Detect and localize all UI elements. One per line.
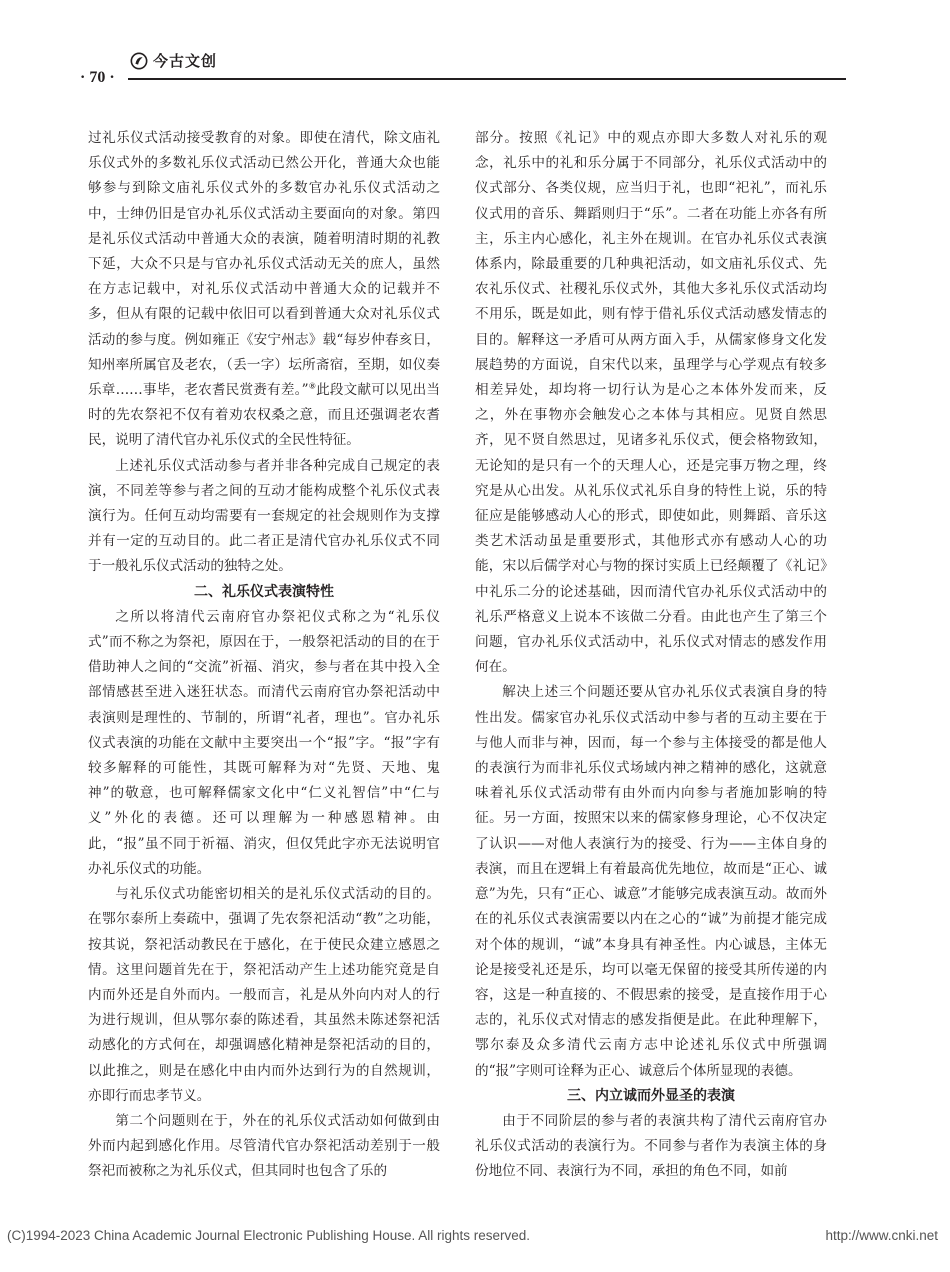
website-link[interactable]: http://www.cnki.net <box>825 1228 938 1243</box>
right-column <box>475 126 827 1185</box>
section-heading: 三、内立诚而外显圣的表演 <box>567 1087 735 1104</box>
paragraph: 之所以将清代云南府官办祭祀仪式称之为“礼乐仪式”而不称之为祭祀，原因在于，一般祭祀活动的目的在于借助神人之间的“交流”祈福、消灾，参与者在其中投入全部情感甚至进入迷狂状态。而清代云南府官办祭祀活动中表演则是理性的、节制的，所谓“礼者，理也”。官办礼乐仪式表演的功能在文献中主要突出一个“报”字。“报”字有较多解释的可能性，其既可解释为对“先贤、天地、鬼神”的敬意，也可解释儒家文化中“仁义礼智信”中“仁与义”外化的表德。还可以理解为一种感恩精神。由此，“报”虽不同于祈福、消灾，但仅凭此字亦无法说明官办礼乐仪式的功能。 <box>88 608 440 877</box>
footnote-marker: ⑧ <box>308 381 317 391</box>
page-header <box>80 50 848 90</box>
paragraph: 部分。按照《礼记》中的观点亦即大多数人对礼乐的观念，礼乐中的礼和乐分属于不同部分，礼乐仪式活动中的仪式部分、各类仪规，应当归于礼，也即“祀礼”，而礼乐仪式用的音乐、舞蹈则归于“乐”。二者在功能上亦各有所主，乐主内心感化，礼主外在规训。在官办礼乐仪式表演体系内，除最重要的几种典祀活动，如文庙礼乐仪式、先农礼乐仪式、社稷礼乐仪式外，其他大多礼乐仪式活动均不用乐，既是如此，则有悖于借礼乐仪式活动感发情志的目的。解释这一矛盾可从两方面入手，从儒家修身文化发展趋势的方面说，自宋代以来，虽理学与心学观点有较多相差异处，却均将一切行认为是心之本体外发而来，反之，外在事物亦会触发心之本体与其相应。见贤自然思齐，见不贤自然思过，见诸多礼乐仪式，便会格物致知，无论知的是只有一个的天理人心，还是完事万物之理，终究是从心出发。从礼乐仪式礼乐自身的特性上说，乐的特征应是能够感动人心的形式，即使如此，则舞蹈、音乐这类艺术活动虽是重要形式，其他形式亦有感动人心的功能，宋以后儒学对心与物的探讨实质上已经颠覆了《礼记》中礼乐二分的论述基础，因而清代官办礼乐仪式活动中的礼乐严格意义上说本不该做二分看。由此也产生了第三个问题，官办礼乐仪式活动中，礼乐仪式对情志的感发作用何在。 <box>475 130 827 676</box>
paragraph: 与礼乐仪式功能密切相关的是礼乐仪式活动的目的。在鄂尔泰所上奏疏中，强调了先农祭祀活动“教”之功能，按其说，祭祀活动教民在于感化，在于使民众建立感恩之情。这里问题首先在于，祭祀活动产生上述功能究竟是自内而外还是自外而内。一般而言，礼是从外向内对人的行为进行规训，但从鄂尔泰的陈述看，其虽然未陈述祭祀活动感化的方式何在，却强调感化精神是祭祀活动的目的，以此推之，则是在感化中由内而外达到行为的自然规训，亦即行而忠孝节义。 <box>88 886 440 1104</box>
paragraph: 解决上述三个问题还要从官办礼乐仪式表演自身的特性出发。儒家官办礼乐仪式活动中参与者的互动主要在于与他人而非与神，因而，每一个参与主体接受的都是他人的表演行为而非礼乐仪式场域内神之精神的感化，这就意味着礼乐仪式活动带有由外而内向参与者施加影响的特征。另一方面，按照宋以来的儒家修身理论，心不仅决定了认识——对他人表演行为的接受、行为——主体自身的表演，而且在逻辑上有着最高优先地位，故而是“正心、诚意”为先，只有“正心、诚意”才能够完成表演互动。故而外在的礼乐仪式表演需要以内在之心的“诚”为前提才能完成对个体的规训，“诚”本身具有神圣性。内心诚恳，主体无论是接受礼还是乐，均可以毫无保留的接受其所传递的内容，这是一种直接的、不假思索的接受，是直接作用于心志的，礼乐仪式对情志的感发指便是此。在此种理解下，鄂尔泰及众多清代云南方志中论述礼乐仪式中所强调的“报”字则可诠释为正心、诚意后个体所显现的表德。 <box>475 684 827 1079</box>
journal-logo-icon <box>130 52 148 70</box>
paragraph: 过礼乐仪式活动接受教育的对象。即使在清代，除文庙礼乐仪式外的多数礼乐仪式活动已然公开化，普通大众也能够参与到除文庙礼乐仪式外的多数官办礼乐仪式活动之中，士绅仍旧是官办礼乐仪式活动主要面向的对象。第四是礼乐仪式活动中普通大众的表演，随着明清时期的礼教下延，大众不只是与官办礼乐仪式活动无关的庶人，虽然在方志记载中，对礼乐仪式活动中普通大众的记载并不多，但从有限的记载中依旧可以看到普通大众对礼乐仪式活动的参与度。例如雍正《安宁州志》载“每岁仲春亥日，知州率所属官及老农，（丢一字）坛所斋宿，至期，如仪奏乐章……事毕，老农耆民赏赉有差。”⑧此段文献可以见出当时的先农祭祀不仅有着劝农权桑之意，而且还强调老农耆民，说明了清代官办礼乐仪式的全民性特征。 <box>88 130 440 449</box>
section-heading: 二、礼乐仪式表演特性 <box>194 583 334 600</box>
left-column <box>88 126 440 1185</box>
header-rule <box>128 78 846 80</box>
copyright-notice: (C)1994-2023 China Academic Journal Electronic Publishing House. All rights reserved. <box>7 1228 531 1243</box>
page-number: · 70 · <box>80 69 115 86</box>
paragraph: 第二个问题则在于，外在的礼乐仪式活动如何做到由外而内起到感化作用。尽管清代官办祭祀活动差别于一般祭祀而被称之为礼乐仪式，但其同时也包含了乐的 <box>88 1112 440 1180</box>
journal-name: 今古文创 <box>153 52 218 70</box>
paragraph: 上述礼乐仪式活动参与者并非各种完成自己规定的表演，不同差等参与者之间的互动才能构成整个礼乐仪式表演行为。任何互动均需要有一套规定的社会规则作为支撑并有一定的互动目的。此二者正是清代官办礼乐仪式不同于一般礼乐仪式活动的独特之处。 <box>88 457 440 575</box>
paragraph: 由于不同阶层的参与者的表演共构了清代云南府官办礼乐仪式活动的表演行为。不同参与者作为表演主体的身份地位不同、表演行为不同，承担的角色不同，如前 <box>475 1112 827 1180</box>
